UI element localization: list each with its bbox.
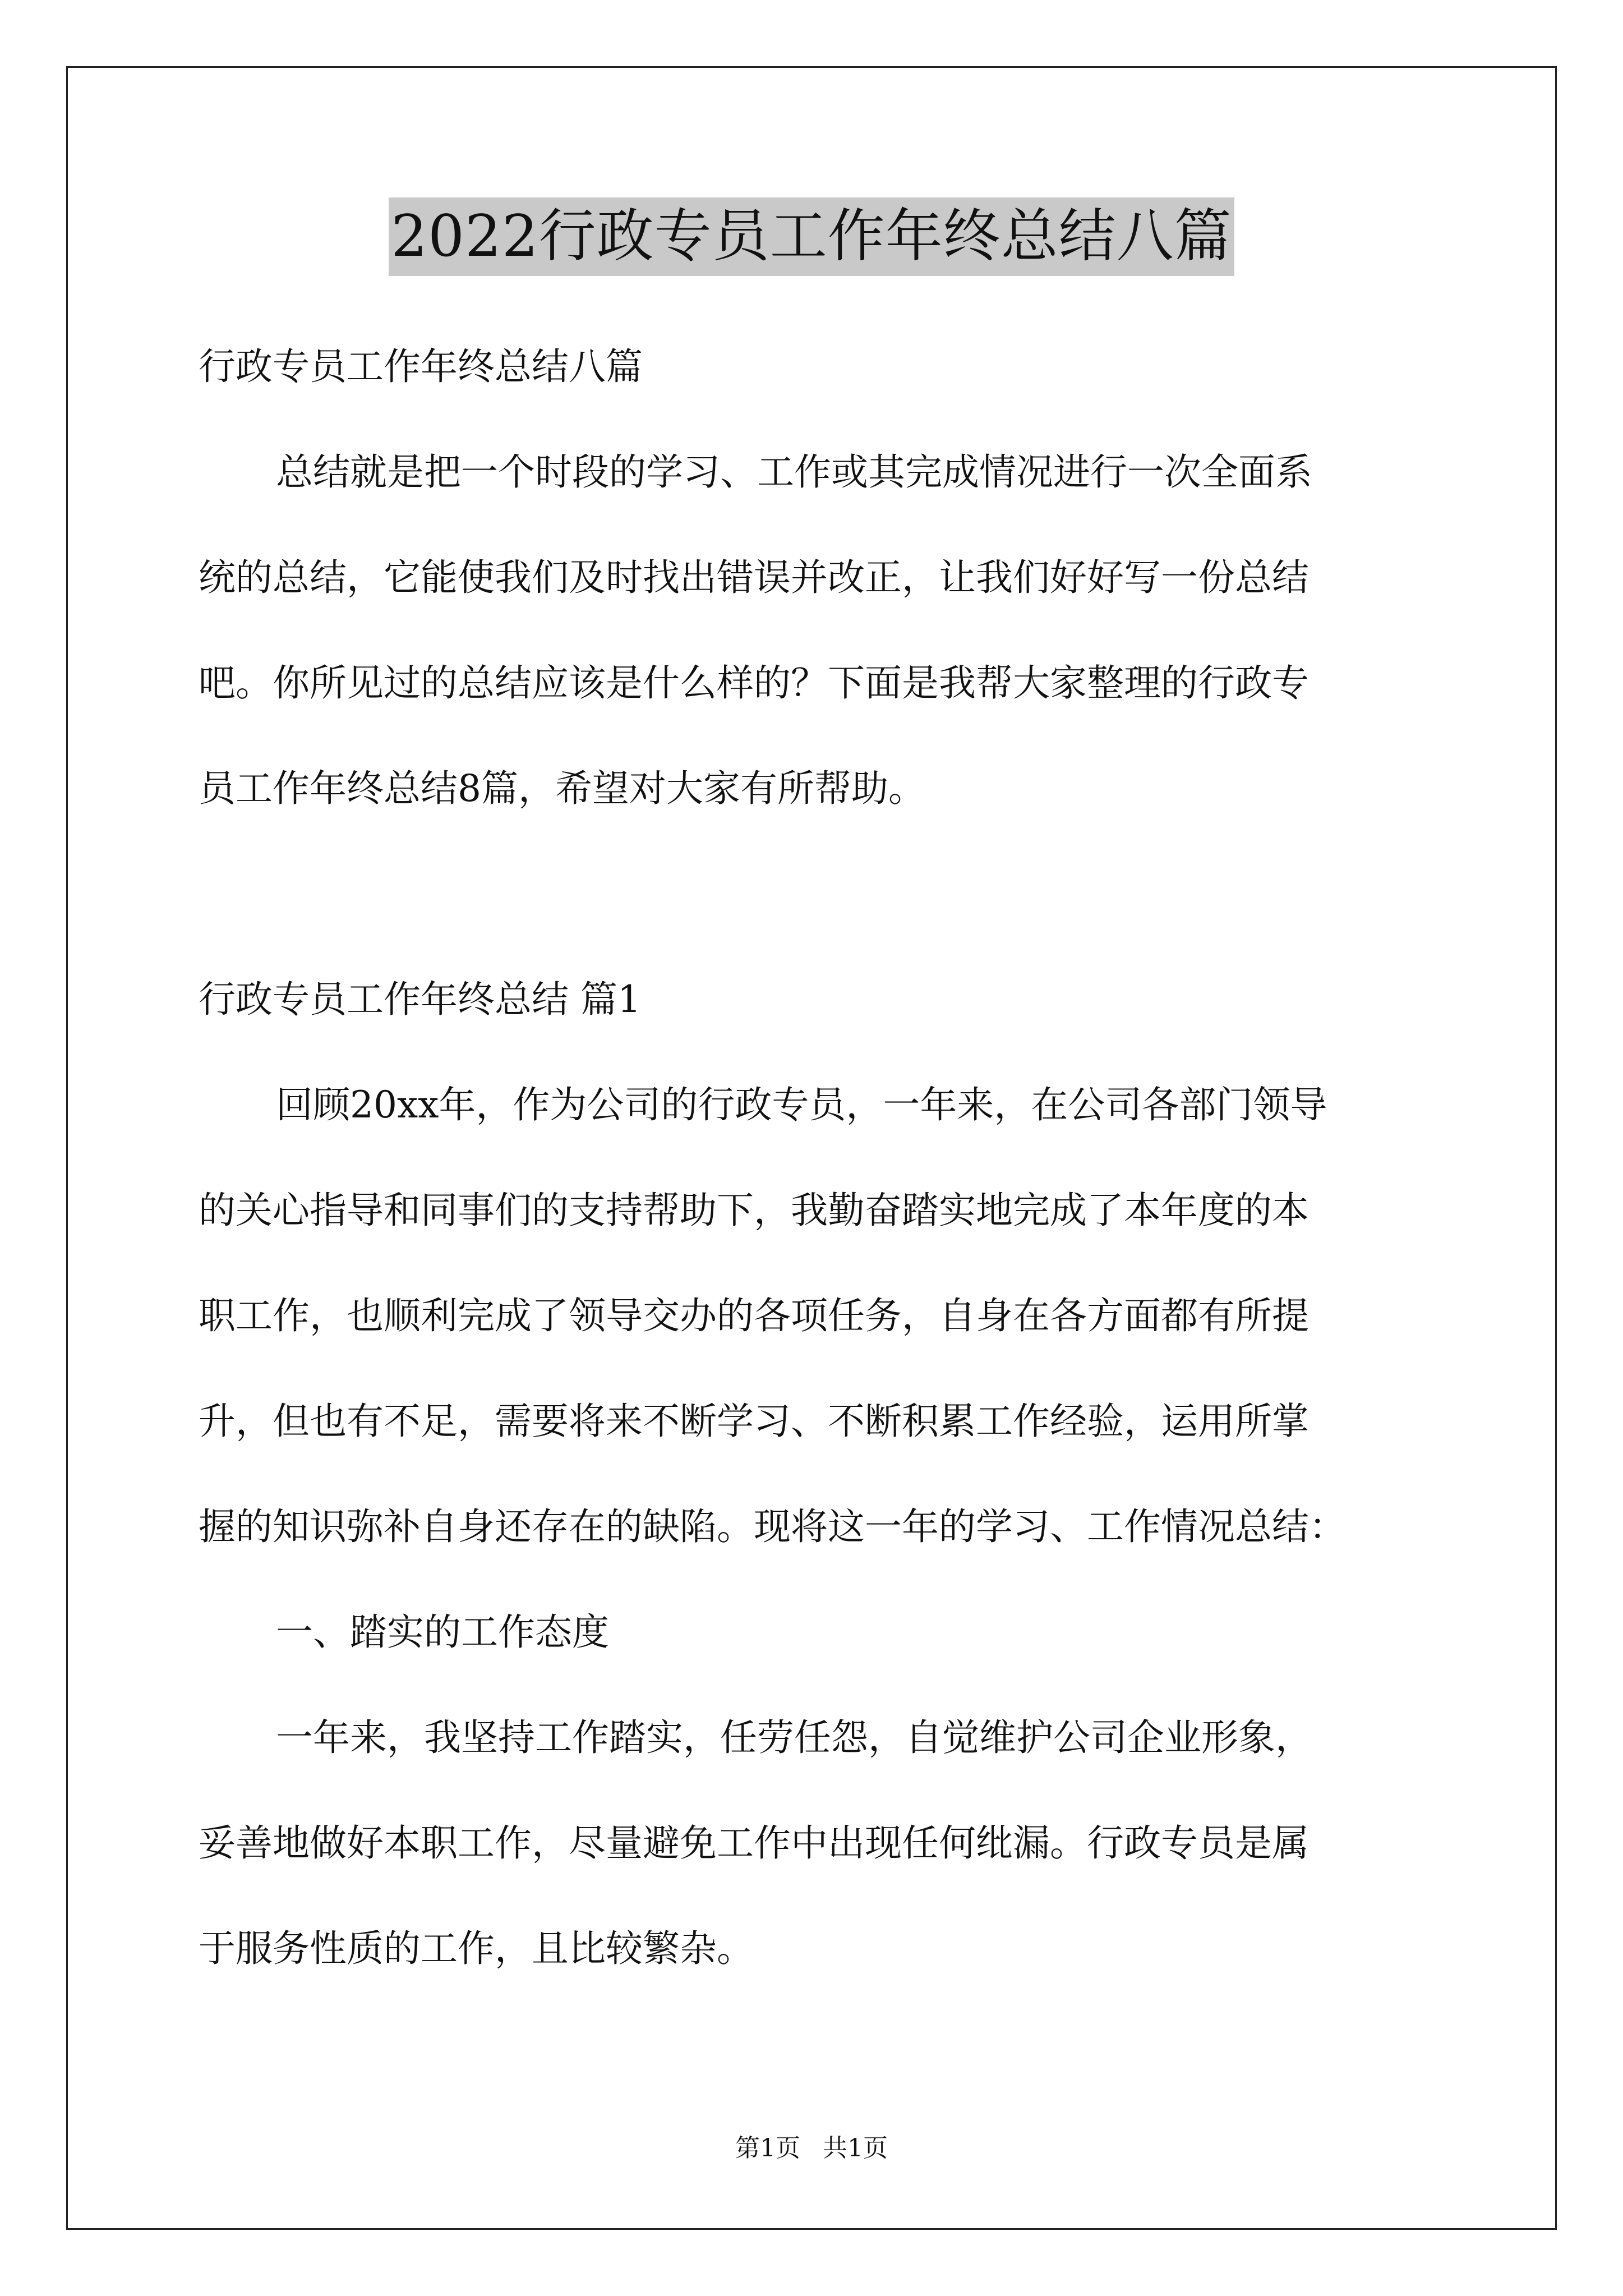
section-heading: 行政专员工作年终总结 篇1 (199, 978, 641, 1021)
document-subtitle: 行政专员工作年终总结八篇 (199, 345, 643, 388)
paragraph-line: 妥善地做好本职工作，尽量避免工作中出现任何纰漏。行政专员是属 (199, 1821, 1309, 1865)
title-container (0, 197, 1623, 276)
page-footer (0, 2132, 1623, 2165)
paragraph-line: 一年来，我坚持工作踏实，任劳任怨，自觉维护公司企业形象， (276, 1716, 1312, 1759)
paragraph-gap (199, 841, 1466, 947)
page-total: 共1页 (823, 2134, 888, 2162)
page-number: 第1页 (735, 2134, 800, 2162)
document-title: 2022行政专员工作年终总结八篇 (389, 197, 1234, 276)
sub-heading: 一、踏实的工作态度 (276, 1611, 609, 1654)
paragraph-line: 升，但也有不足，需要将来不断学习、不断积累工作经验，运用所掌 (199, 1400, 1309, 1443)
paragraph-line: 回顾20xx年，作为公司的行政专员，一年来，在公司各部门领导 (276, 1083, 1327, 1126)
document-body (199, 314, 1466, 2001)
intro-line: 员工作年终总结8篇，希望对大家有所帮助。 (199, 767, 925, 810)
paragraph-line: 于服务性质的工作，且比较繁杂。 (199, 1927, 754, 1970)
paragraph-line: 的关心指导和同事们的支持帮助下，我勤奋踏实地完成了本年度的本 (199, 1189, 1309, 1232)
intro-line: 吧。你所见过的总结应该是什么样的？下面是我帮大家整理的行政专 (199, 661, 1309, 705)
paragraph-line: 职工作，也顺利完成了领导交办的各项任务，自身在各方面都有所提 (199, 1294, 1309, 1337)
intro-line: 总结就是把一个时段的学习、工作或其完成情况进行一次全面系 (276, 450, 1312, 494)
intro-line: 统的总结，它能使我们及时找出错误并改正，让我们好好写一份总结 (199, 556, 1309, 599)
paragraph-line: 握的知识弥补自身还存在的缺陷。现将这一年的学习、工作情况总结： (199, 1505, 1346, 1548)
